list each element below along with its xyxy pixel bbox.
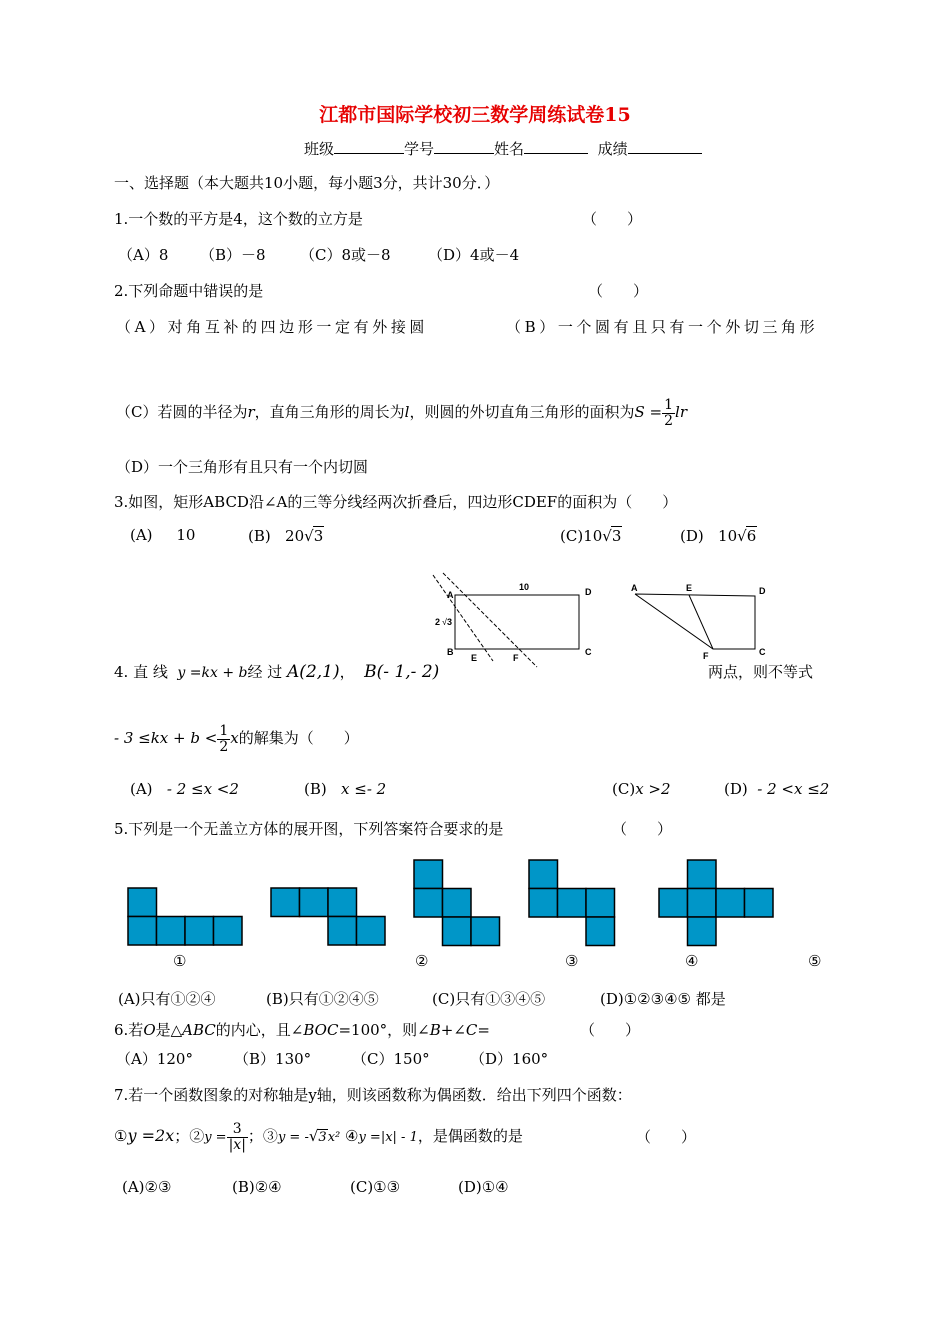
cube-net-2 xyxy=(271,888,385,945)
label-c: C xyxy=(585,647,592,657)
net-square xyxy=(357,917,386,946)
q5-paren: （ ） xyxy=(612,820,673,838)
net-square xyxy=(128,888,157,917)
q4-line2: - 3 ≤kx + b < $\frac{1}{2}$ x的解集为（ ） xyxy=(114,723,359,755)
q4-option-c[interactable]: (C)x >2 xyxy=(612,780,671,798)
q7-option-c[interactable]: (C)①③ xyxy=(350,1178,401,1196)
net-square xyxy=(128,917,157,946)
score-label: 成绩 xyxy=(597,140,628,158)
q2-option-d[interactable]: （D）一个三角形有且只有一个内切圆 xyxy=(116,458,369,476)
net-number-1: ① xyxy=(173,952,187,970)
net-square xyxy=(586,889,615,918)
score-blank[interactable] xyxy=(628,138,702,154)
q4-line1: 4. 直 线 y =kx + b经 过 A(2,1)， B(- 1,- 2) xyxy=(114,662,440,682)
net-square xyxy=(185,917,214,946)
net-square xyxy=(443,917,472,946)
fold-figure-1 xyxy=(433,573,579,667)
label-e2: E xyxy=(686,583,693,593)
net-square xyxy=(443,889,472,918)
label-c2: C xyxy=(759,647,766,657)
q1-option-d[interactable]: （D）4或－4 xyxy=(428,246,520,264)
class-label: 班级 xyxy=(304,140,335,158)
q5-option-d[interactable]: (D)①②③④⑤ 都是 xyxy=(600,990,726,1008)
q3-stem: 3.如图，矩形ABCD沿∠A的三等分线经两次折叠后，四边形CDEF的面积为（ ） xyxy=(114,493,678,511)
q6-option-c[interactable]: （C）150° xyxy=(352,1050,430,1068)
q2-option-c[interactable]: （C）若圆的半径为r，直角三角形的周长为l，则圆的外切直角三角形的面积为S = $\frac{1}{2}$ lr xyxy=(116,397,688,429)
fraction: $\frac{1}{2}$ xyxy=(219,723,229,755)
label-a2: A xyxy=(631,583,638,593)
label-d: D xyxy=(585,587,592,597)
q1-option-c[interactable]: （C）8或－8 xyxy=(300,246,391,264)
name-blank[interactable] xyxy=(524,138,588,154)
q7-option-a[interactable]: (A)②③ xyxy=(122,1178,172,1196)
net-square xyxy=(688,889,717,918)
number-blank[interactable] xyxy=(434,138,494,154)
q6-option-b[interactable]: （B）130° xyxy=(234,1050,312,1068)
net-square xyxy=(271,888,300,917)
q1-option-b[interactable]: （B）－8 xyxy=(200,246,266,264)
q7-functions: ①y =2x；②y = $\frac{3}{|x|}$ ；③y = -√3x² ④y =|x| - 1，是偶函数的是 xyxy=(114,1121,523,1153)
q2-paren: （ ） xyxy=(588,282,649,300)
label-f: F xyxy=(513,653,519,663)
cube-net-4 xyxy=(529,860,615,946)
q5-stem: 5.下列是一个无盖立方体的展开图，下列答案符合要求的是 xyxy=(114,820,504,838)
q7-paren: （ ） xyxy=(636,1128,697,1146)
cube-net-3 xyxy=(414,860,500,946)
page-title: 江都市国际学校初三数学周练试卷15 xyxy=(319,104,631,126)
net-square xyxy=(414,889,443,918)
net-square xyxy=(300,888,329,917)
q5-option-c[interactable]: (C)只有①③④⑤ xyxy=(432,990,546,1008)
header-fields xyxy=(304,138,702,159)
net-square xyxy=(328,888,357,917)
q7-option-b[interactable]: (B)②④ xyxy=(232,1178,282,1196)
label-b: B xyxy=(447,647,454,657)
q1-stem: 1.一个数的平方是4，这个数的立方是 xyxy=(114,210,363,228)
q6-paren: （ ） xyxy=(580,1021,641,1039)
net-square xyxy=(328,917,357,946)
q4-option-b[interactable]: (B) x ≤- 2 xyxy=(304,780,387,798)
q6-option-d[interactable]: （D）160° xyxy=(470,1050,549,1068)
net-square xyxy=(529,889,558,918)
net-number-5: ⑤ xyxy=(808,952,822,970)
q5-option-b[interactable]: (B)只有①②④⑤ xyxy=(266,990,379,1008)
q3-option-c[interactable]: (C)10√3 xyxy=(560,527,622,545)
net-square xyxy=(529,860,558,889)
section-heading: 一、选择题（本大题共10小题，每小题3分，共计30分．） xyxy=(114,174,500,192)
cube-net-5 xyxy=(659,860,773,946)
q5-option-a[interactable]: (A)只有①②④ xyxy=(118,990,216,1008)
net-square xyxy=(745,889,774,918)
name-label: 姓名 xyxy=(494,140,525,158)
net-square xyxy=(586,917,615,946)
label-d2: D xyxy=(759,586,766,596)
label-e: E xyxy=(471,653,478,663)
class-blank[interactable] xyxy=(334,138,404,154)
net-square xyxy=(688,917,717,946)
net-square xyxy=(659,889,688,918)
q3-option-d[interactable]: (D) 10√6 xyxy=(680,527,757,545)
q3-option-b[interactable]: (B) 20√3 xyxy=(248,527,324,545)
q1-option-a[interactable]: （A）8 xyxy=(118,246,169,264)
label-side-length: 2 √3 xyxy=(435,617,452,627)
net-number-3: ③ xyxy=(565,952,579,970)
net-number-2: ② xyxy=(415,952,429,970)
cube-nets xyxy=(0,850,950,960)
q4-option-a[interactable]: (A) - 2 ≤x <2 xyxy=(130,780,239,798)
q7-stem: 7.若一个函数图象的对称轴是y轴，则该函数称为偶函数．给出下列四个函数： xyxy=(114,1086,632,1104)
label-a: A xyxy=(447,590,454,600)
net-square xyxy=(471,917,500,946)
q7-option-d[interactable]: (D)①④ xyxy=(458,1178,509,1196)
label-top-length: 10 xyxy=(519,582,530,592)
fold-figure-2 xyxy=(635,594,755,649)
q3-option-a[interactable]: (A) 10 xyxy=(130,526,196,544)
fraction: $\frac{3}{|x|}$ xyxy=(228,1121,246,1153)
net-square xyxy=(414,860,443,889)
fraction: $\frac{1}{2}$ xyxy=(664,397,674,429)
cube-net-1 xyxy=(128,888,242,945)
q6-stem: 6.若O是△ABC的内心，且∠BOC=100°，则∠B+∠C= xyxy=(114,1021,490,1039)
q1-paren: （ ） xyxy=(582,210,643,228)
net-square xyxy=(157,917,186,946)
q6-option-a[interactable]: （A）120° xyxy=(116,1050,193,1068)
net-square xyxy=(214,917,243,946)
q4-option-d[interactable]: (D) - 2 <x ≤2 xyxy=(724,780,830,798)
net-square xyxy=(558,889,587,918)
net-square xyxy=(716,889,745,918)
label-f2: F xyxy=(703,651,709,661)
q3-figures xyxy=(425,565,795,670)
number-label: 学号 xyxy=(404,140,435,158)
q2-option-a[interactable]: （A）对角互补的四边形一定有外接圆 xyxy=(116,318,429,336)
net-square xyxy=(688,860,717,889)
quad-outline xyxy=(635,594,755,649)
q4-line1-tail: 两点，则不等式 xyxy=(708,663,814,681)
q2-option-b[interactable]: （B）一个圆有且只有一个外切三角形 xyxy=(506,318,819,336)
net-number-4: ④ xyxy=(685,952,699,970)
q2-stem: 2.下列命题中错误的是 xyxy=(114,282,264,300)
